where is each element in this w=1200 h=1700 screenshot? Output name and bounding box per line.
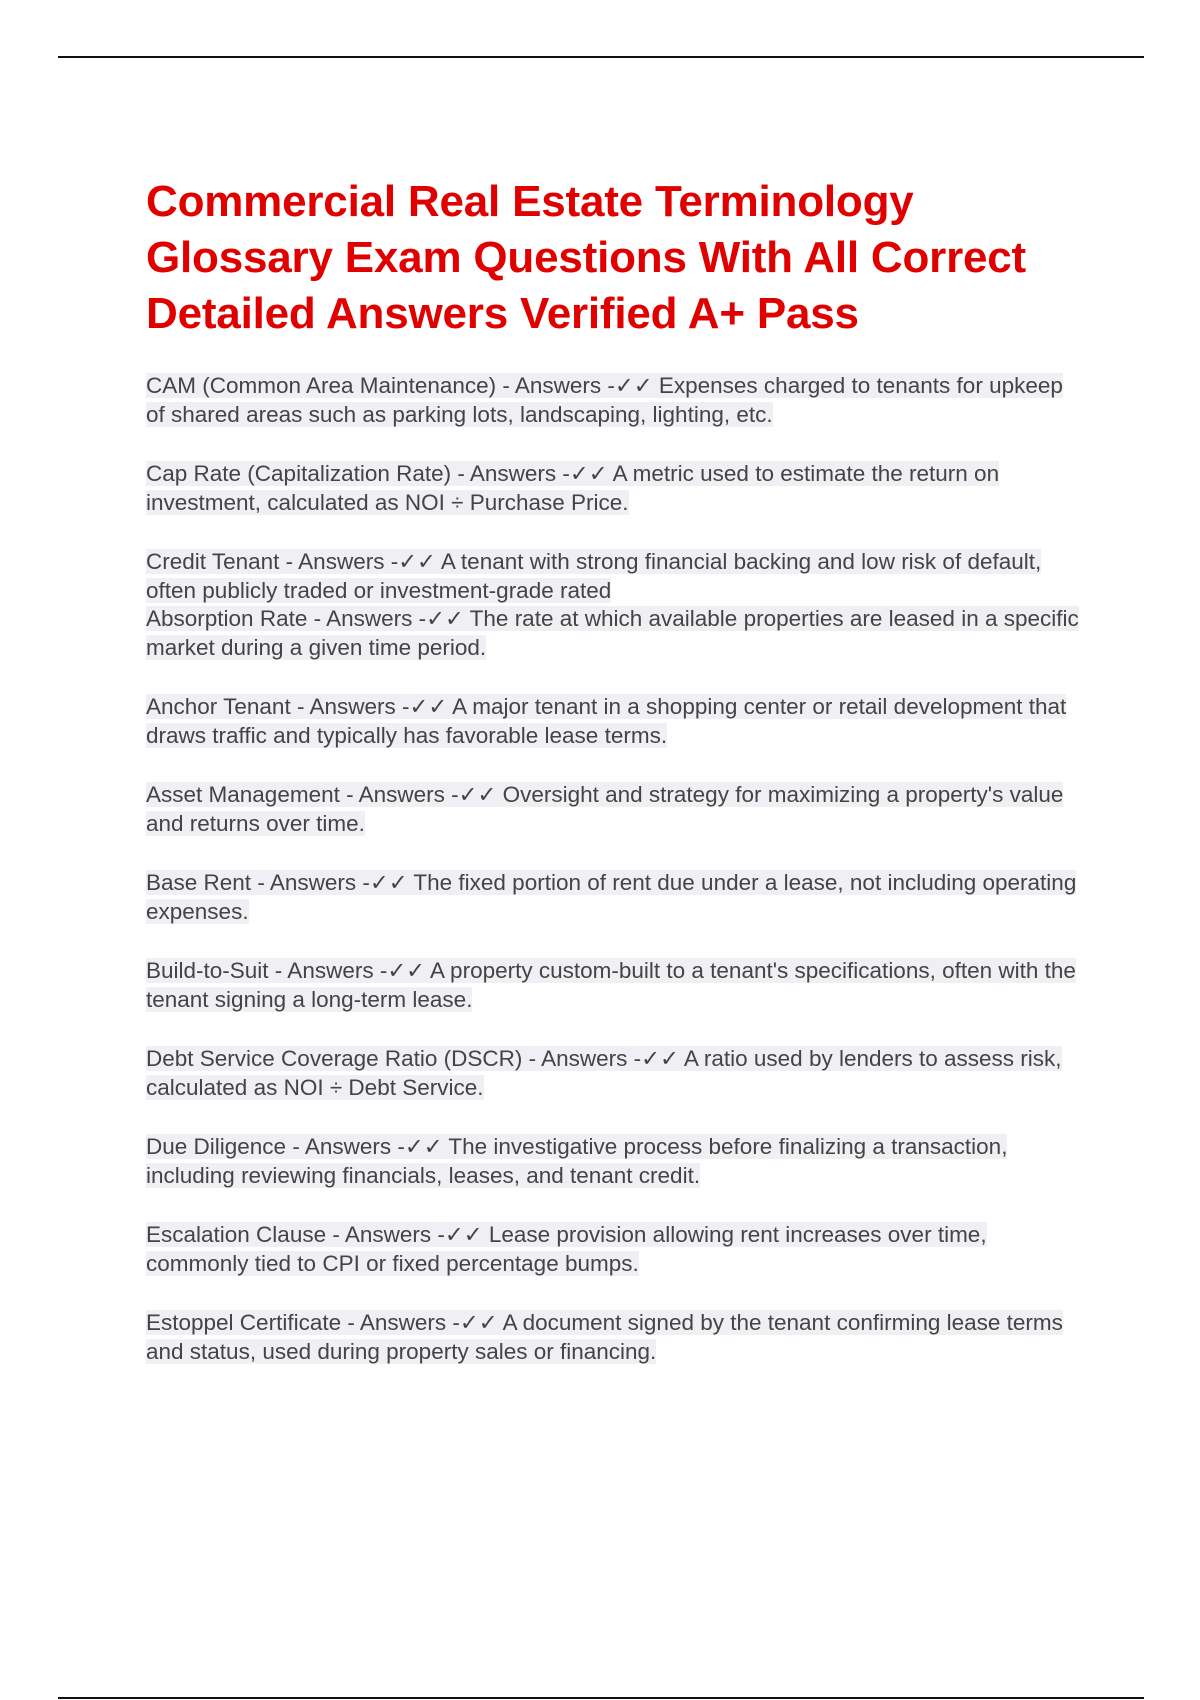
glossary-entry-cap-rate <box>146 460 1086 517</box>
glossary-entry-absorption-rate <box>146 605 1086 662</box>
glossary-entry-credit-tenant <box>146 548 1086 605</box>
entry-text: Estoppel Certificate - Answers -✓✓ A document signed by the tenant confirming lease terms and status, used during property sales or financing. <box>146 1310 1063 1364</box>
glossary-entry-anchor-tenant <box>146 693 1086 750</box>
glossary-list <box>146 372 1086 1366</box>
glossary-entry-asset-management <box>146 781 1086 838</box>
entry-text: Due Diligence - Answers -✓✓ The investigative process before finalizing a transaction, including reviewing financials, leases, and tenant credit. <box>146 1134 1008 1188</box>
entry-text: Absorption Rate - Answers -✓✓ The rate at which available properties are leased in a specific market during a given time period. <box>146 606 1079 660</box>
glossary-entry-build-to-suit <box>146 957 1086 1014</box>
entry-text: Credit Tenant - Answers -✓✓ A tenant with strong financial backing and low risk of default, often publicly traded or investment-grade rated <box>146 549 1042 603</box>
entry-text: Debt Service Coverage Ratio (DSCR) - Answers -✓✓ A ratio used by lenders to assess risk, calculated as NOI ÷ Debt Service. <box>146 1046 1062 1100</box>
document-body <box>146 174 1086 1397</box>
glossary-entry-base-rent <box>146 869 1086 926</box>
entry-text: Anchor Tenant - Answers -✓✓ A major tenant in a shopping center or retail development that draws traffic and typically has favorable lease terms. <box>146 694 1067 748</box>
glossary-entry-due-diligence <box>146 1133 1086 1190</box>
entry-text: CAM (Common Area Maintenance) - Answers -✓✓ Expenses charged to tenants for upkeep of shared areas such as parking lots, landscaping, lighting, etc. <box>146 373 1063 427</box>
entry-text: Cap Rate (Capitalization Rate) - Answers -✓✓ A metric used to estimate the return on investment, calculated as NOI ÷ Purchase Price. <box>146 461 1000 515</box>
glossary-entry-cam <box>146 372 1086 429</box>
bottom-rule <box>58 1697 1144 1699</box>
entry-text: Escalation Clause - Answers -✓✓ Lease provision allowing rent increases over time, commonly tied to CPI or fixed percentage bumps. <box>146 1222 987 1276</box>
glossary-entry-dscr <box>146 1045 1086 1102</box>
top-rule <box>58 56 1144 58</box>
entry-text: Base Rent - Answers -✓✓ The fixed portion of rent due under a lease, not including operating expenses. <box>146 870 1077 924</box>
glossary-entry-escalation-clause <box>146 1221 1086 1278</box>
document-title: Commercial Real Estate Terminology Glossary Exam Questions With All Correct Detailed Answers Verified A+ Pass <box>146 177 1026 338</box>
glossary-entry-estoppel-certificate <box>146 1309 1086 1366</box>
entry-text: Asset Management - Answers -✓✓ Oversight and strategy for maximizing a property's value and returns over time. <box>146 782 1064 836</box>
entry-text: Build-to-Suit - Answers -✓✓ A property custom-built to a tenant's specifications, often with the tenant signing a long-term lease. <box>146 958 1076 1012</box>
